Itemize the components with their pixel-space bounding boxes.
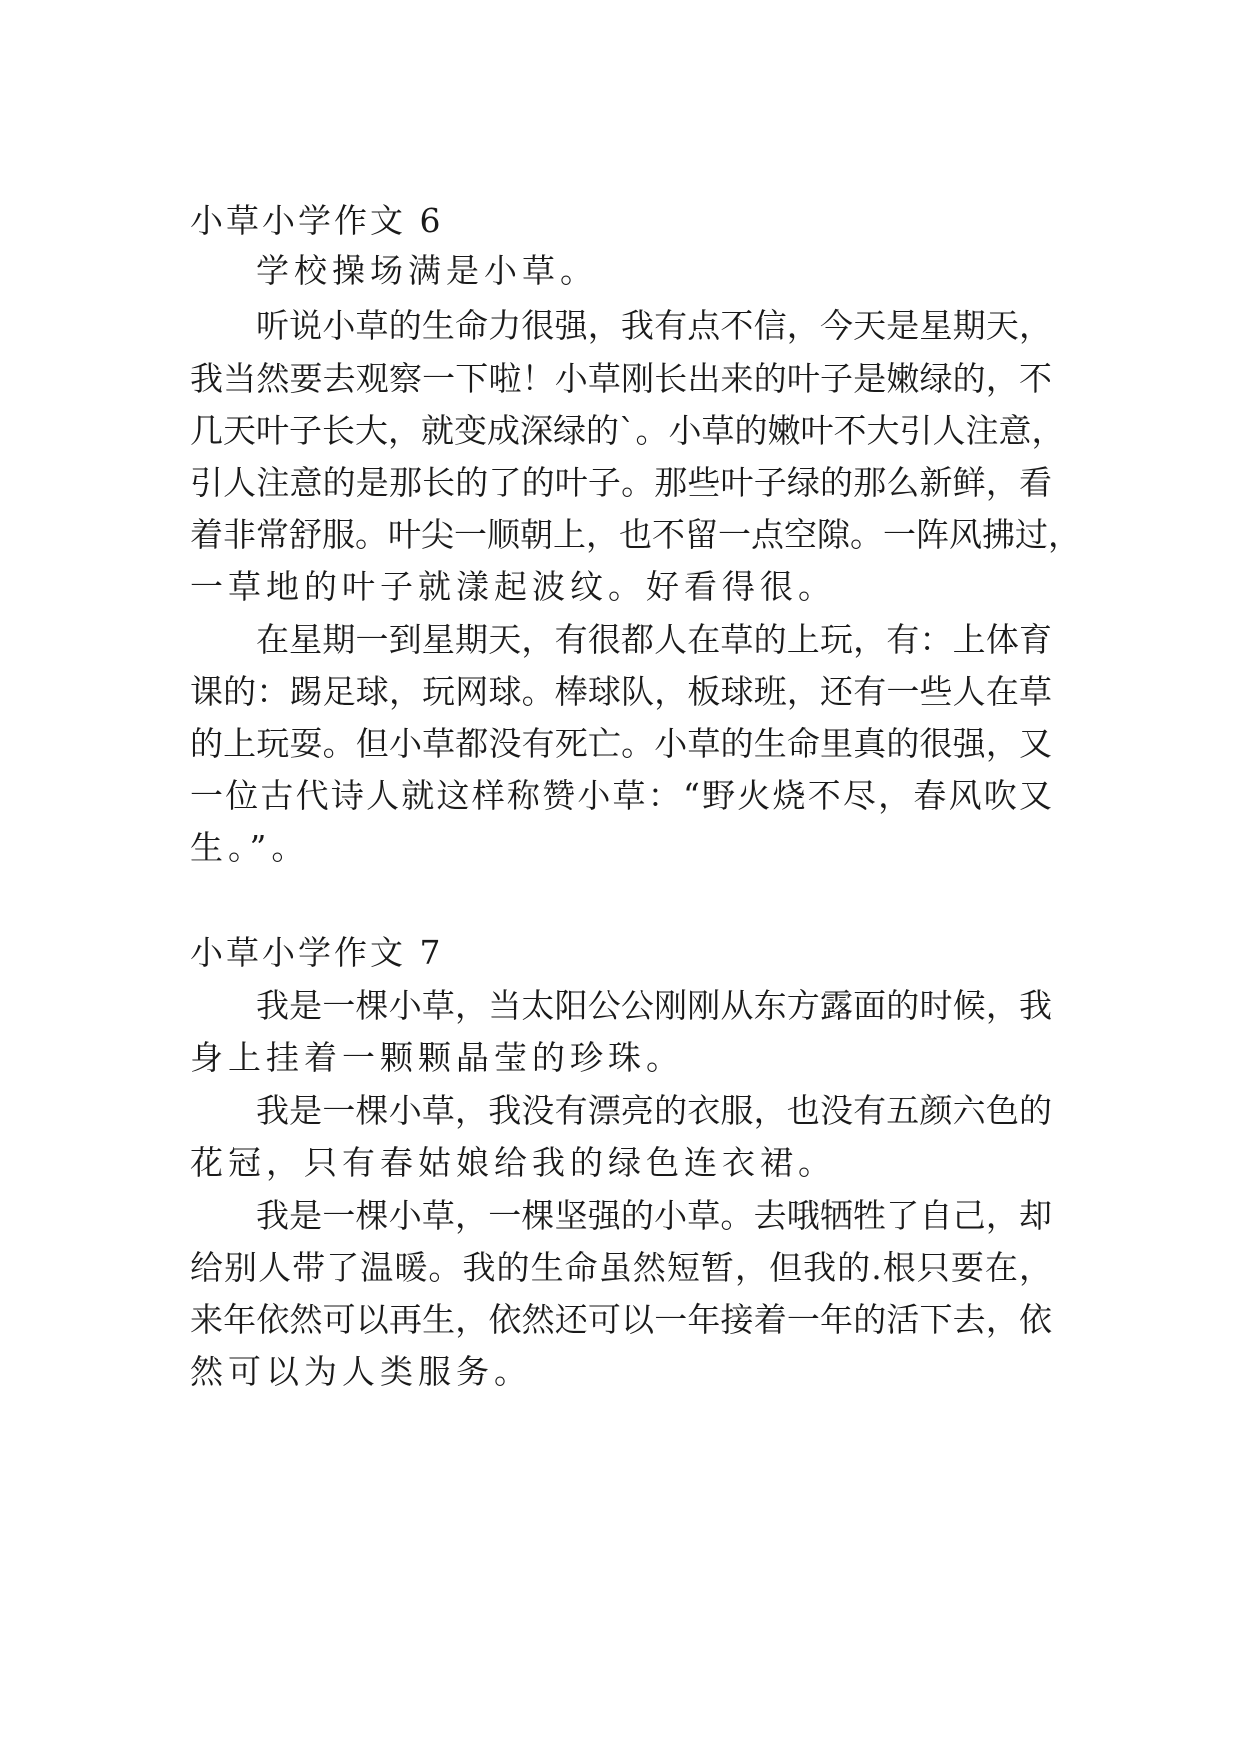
paragraph-line: 然可以为人类服务。 bbox=[190, 1352, 532, 1391]
paragraph-line: 引人注意的是那长的了的叶子。那些叶子绿的那么新鲜，看 bbox=[190, 463, 1052, 502]
paragraph-line: 身上挂着一颗颗晶莹的珍珠。 bbox=[190, 1038, 684, 1077]
paragraph-line: 我当然要去观察一下啦！小草刚长出来的叶子是嫩绿的，不 bbox=[190, 359, 1052, 398]
paragraph-line: 的上玩耍。但小草都没有死亡。小草的生命里真的很强，又 bbox=[190, 724, 1052, 763]
paragraph-line: 几天叶子长大，就变成深绿的`。小草的嫩叶不大引人注意， bbox=[190, 411, 1065, 450]
paragraph-line: 着非常舒服。叶尖一顺朝上，也不留一点空隙。一阵风拂过， bbox=[190, 515, 1081, 554]
paragraph-line: 课的：踢足球，玩网球。棒球队，板球班，还有一些人在草 bbox=[190, 672, 1052, 711]
paragraph-line: 一草地的叶子就漾起波纹。好看得很。 bbox=[190, 567, 836, 606]
paragraph-line: 我是一棵小草，一棵坚强的小草。去哦牺牲了自己，却 bbox=[256, 1196, 1052, 1235]
paragraph-line: 学校操场满是小草。 bbox=[256, 251, 598, 290]
section-title: 小草小学作文 7 bbox=[190, 933, 444, 972]
paragraph-line: 听说小草的生命力很强，我有点不信，今天是星期天， bbox=[256, 306, 1052, 345]
paragraph-line: 来年依然可以再生，依然还可以一年接着一年的活下去，依 bbox=[190, 1300, 1052, 1339]
paragraph-line: 花冠，只有春姑娘给我的绿色连衣裙。 bbox=[190, 1143, 836, 1182]
paragraph-line: 给别人带了温暖。我的生命虽然短暂，但我的.根只要在， bbox=[190, 1248, 1052, 1287]
paragraph-line: 生。”。 bbox=[190, 828, 310, 867]
paragraph-line: 在星期一到星期天，有很都人在草的上玩，有：上体育 bbox=[256, 620, 1052, 659]
paragraph-line: 我是一棵小草，我没有漂亮的衣服，也没有五颜六色的 bbox=[256, 1091, 1052, 1130]
paragraph-line: 我是一棵小草，当太阳公公刚刚从东方露面的时候，我 bbox=[256, 986, 1052, 1025]
section-title: 小草小学作文 6 bbox=[190, 201, 444, 240]
paragraph-line: 一位古代诗人就这样称赞小草：“野火烧不尽，春风吹又 bbox=[190, 776, 1052, 815]
